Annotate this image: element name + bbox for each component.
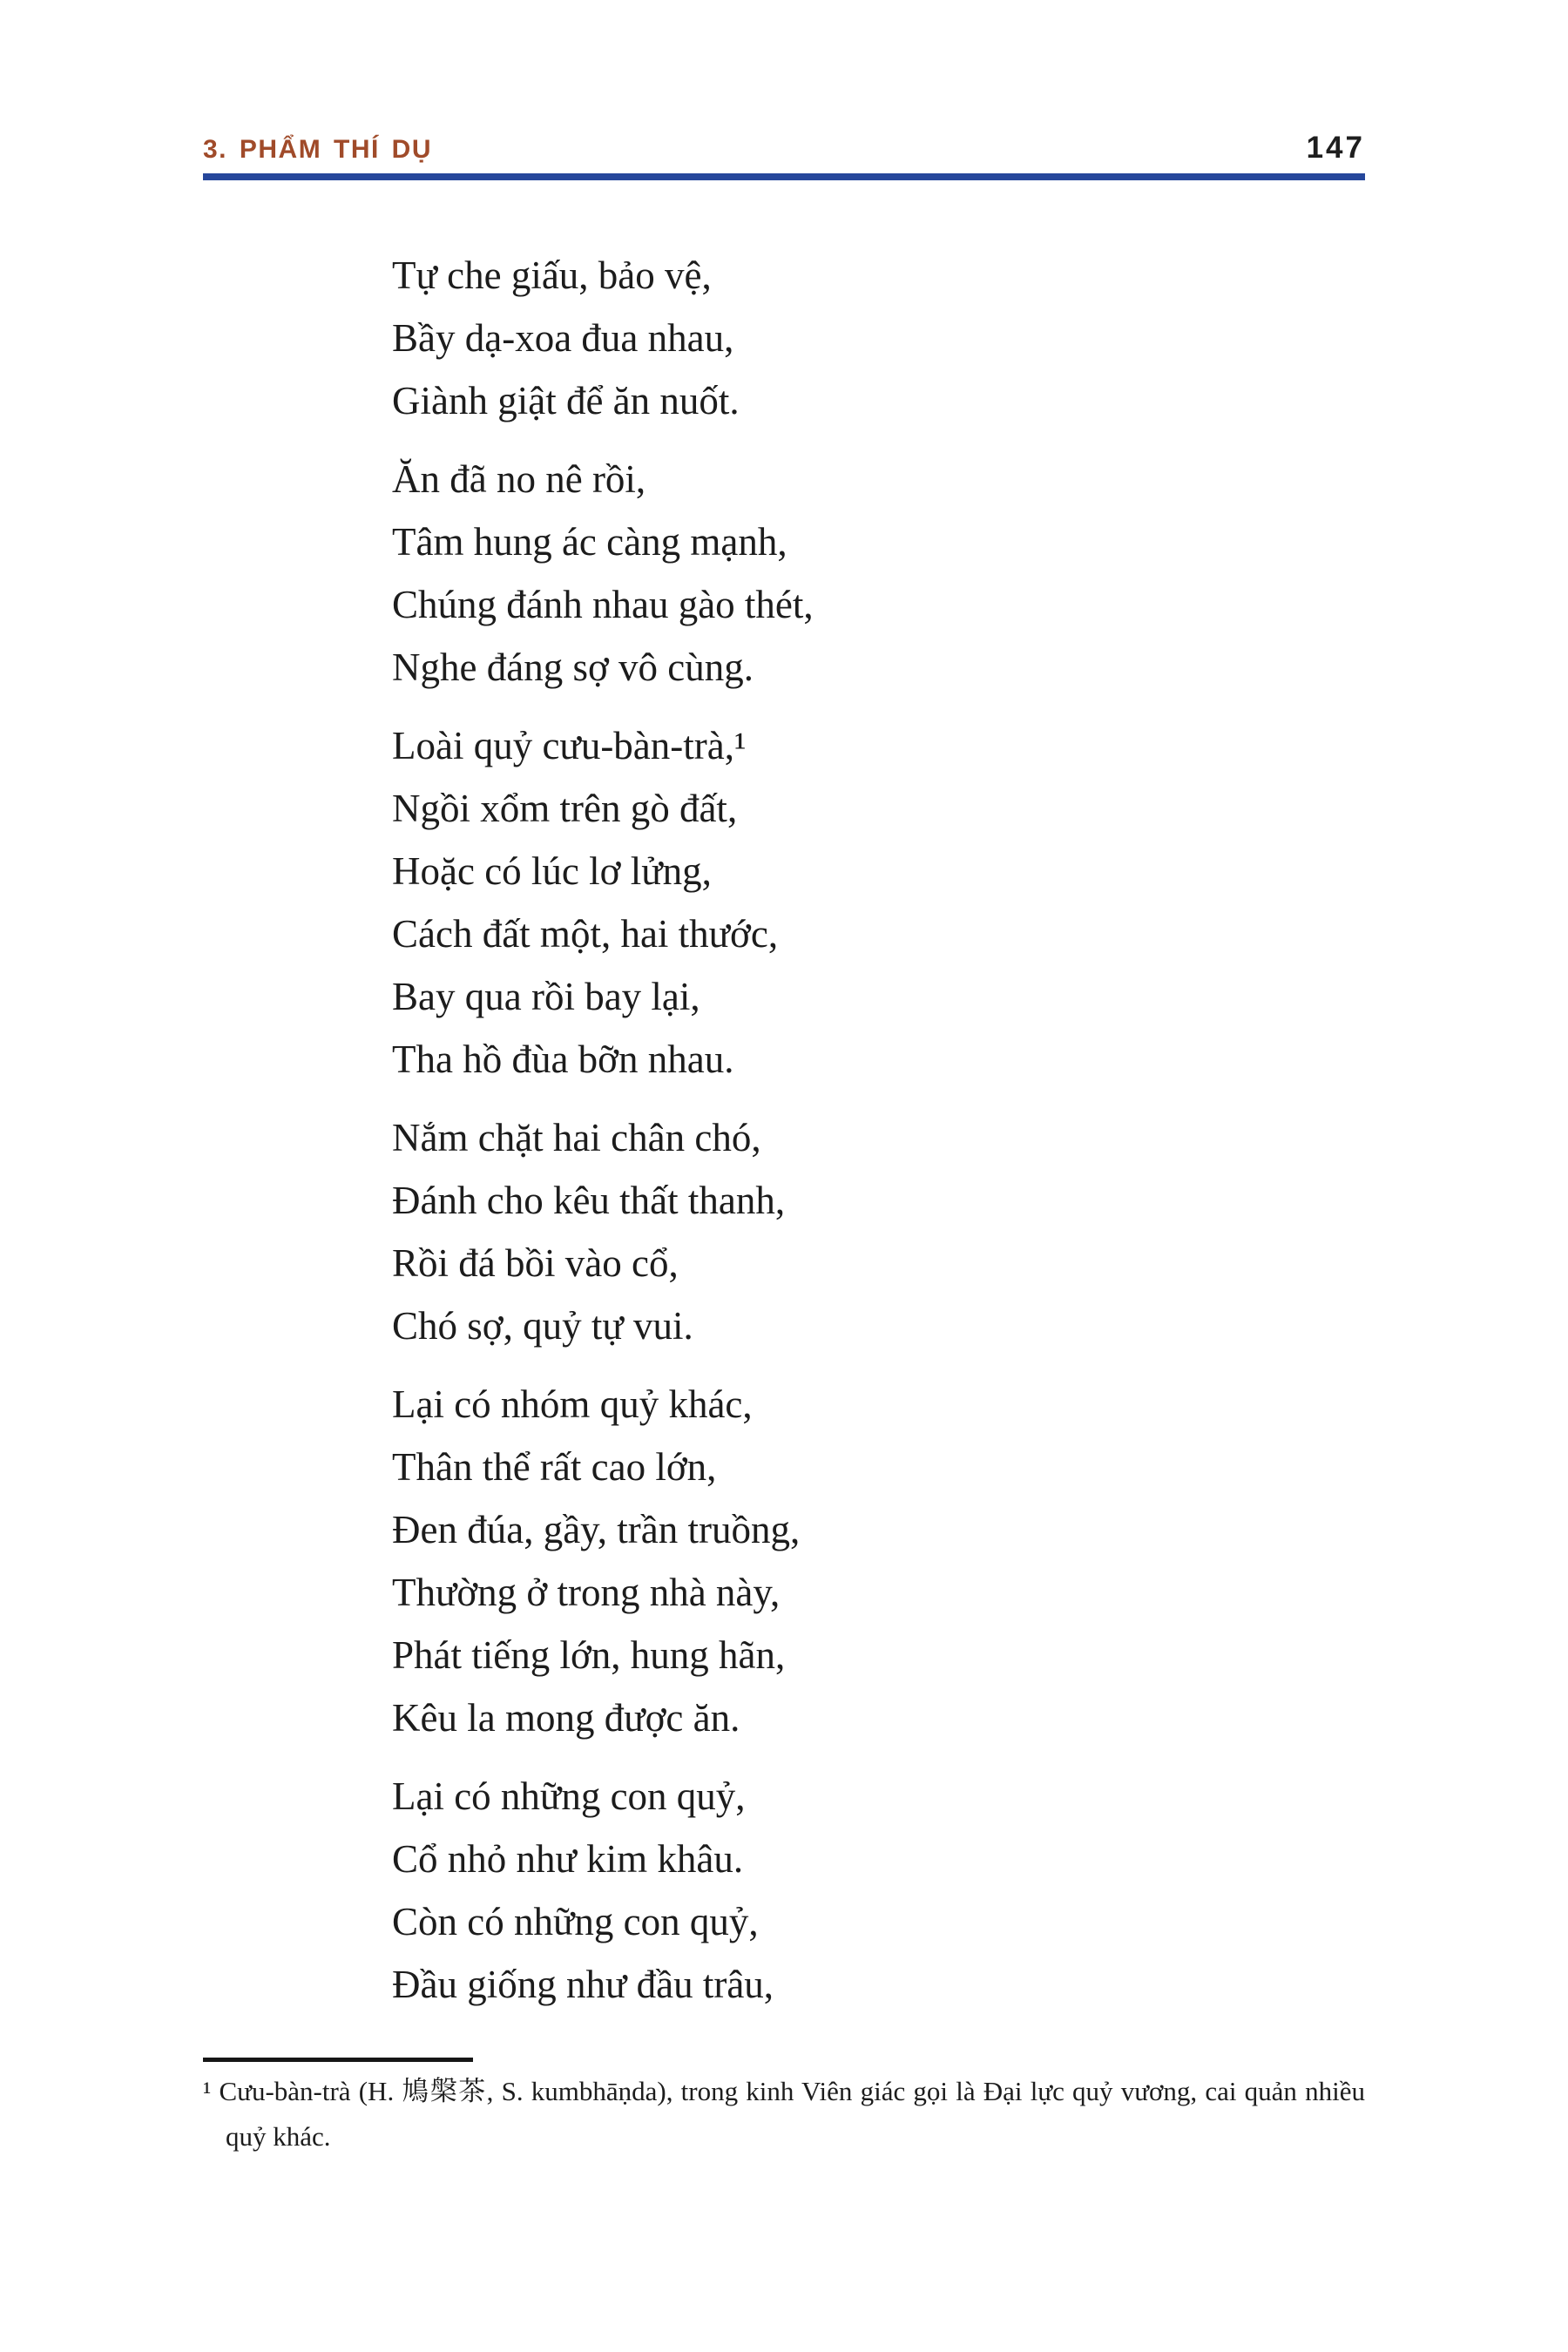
poem-line: Tâm hung ác càng mạnh, <box>392 520 787 564</box>
footnote-area <box>203 2058 1365 2159</box>
page-number: 147 <box>1306 131 1365 165</box>
poem-line: Tha hồ đùa bỡn nhau. <box>392 1037 734 1081</box>
stanza-6 <box>392 1765 1365 2016</box>
poem-line: Bầy dạ-xoa đua nhau, <box>392 316 734 360</box>
poem-line: Bay qua rồi bay lại, <box>392 975 700 1018</box>
poem-line: Lại có nhóm quỷ khác, <box>392 1382 753 1426</box>
chapter-title: 3. PHẨM THÍ DỤ <box>203 135 433 164</box>
poem-line: Giành giật để ăn nuốt. <box>392 379 740 422</box>
poem-line: Đen đúa, gầy, trần truồng, <box>392 1508 801 1551</box>
stanza-4 <box>392 1106 1365 1357</box>
poem-line: Cách đất một, hai thước, <box>392 912 779 956</box>
poem-line: Thường ở trong nhà này, <box>392 1571 781 1614</box>
footnote-text: ¹ Cưu-bàn-trà (H. 鳩槃茶, S. kumbhāṇda), trong kinh Viên giác gọi là Đại lực quỷ vương, cai quản nhiều quỷ khác. <box>203 2076 1365 2152</box>
poem-line: Rồi đá bồi vào cổ, <box>392 1241 679 1285</box>
poem-line: Còn có những con quỷ, <box>392 1900 759 1943</box>
poem-line: Đánh cho kêu thất thanh, <box>392 1179 786 1222</box>
poem-line: Lại có những con quỷ, <box>392 1774 746 1818</box>
poem-line: Nghe đáng sợ vô cùng. <box>392 645 754 689</box>
poem-line: Hoặc có lúc lơ lửng, <box>392 849 712 893</box>
poem-line: Ngồi xổm trên gò đất, <box>392 787 738 830</box>
running-header <box>203 0 1365 166</box>
poem-line: Nắm chặt hai chân chó, <box>392 1116 761 1159</box>
poem-line: Chúng đánh nhau gào thét, <box>392 583 814 626</box>
poem-line: Thân thể rất cao lớn, <box>392 1445 717 1489</box>
stanza-3 <box>392 714 1365 1091</box>
poem-line: Phát tiếng lớn, hung hãn, <box>392 1633 786 1677</box>
header-rule <box>203 173 1365 180</box>
poem-body <box>392 244 1365 2016</box>
poem-line: Tự che giấu, bảo vệ, <box>392 253 712 297</box>
poem-line: Cổ nhỏ như kim khâu. <box>392 1837 744 1881</box>
stanza-1 <box>392 244 1365 432</box>
poem-line: Đầu giống như đầu trâu, <box>392 1963 774 2006</box>
poem-line-with-note-ref: Loài quỷ cưu-bàn-trà,¹ <box>392 724 747 767</box>
stanza-5 <box>392 1373 1365 1749</box>
footnote-separator-rule <box>203 2058 473 2062</box>
poem-line: Chó sợ, quỷ tự vui. <box>392 1304 693 1348</box>
poem-line: Kêu la mong được ăn. <box>392 1696 740 1740</box>
stanza-2 <box>392 448 1365 699</box>
poem-line: Ăn đã no nê rồi, <box>392 457 646 501</box>
